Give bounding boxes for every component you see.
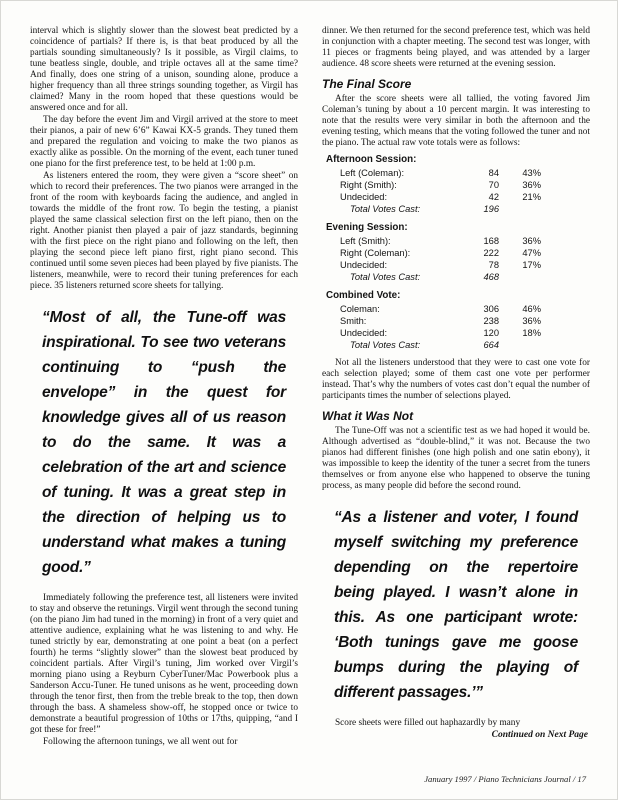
- vote-count: 84: [488, 168, 499, 178]
- body-paragraph: interval which is slightly slower than the slowest beat predicted by a coincidence of partials? If there is, is that beat produced by all the partials sounding simultaneously? Is it possible, as Virgil claims, to tune beatless single, double, and triple octaves all at the same time? And finally, does one string of a unison, sounding alone, produce a higher frequency than all three strings sounding together, as Virgil has claimed? Many in the room hoped that these questions would be answered once and for all.: [30, 26, 298, 113]
- vote-label: Undecided:: [340, 328, 388, 338]
- vote-table-title: Combined Vote:: [326, 290, 401, 301]
- vote-count: 42: [488, 192, 499, 202]
- vote-pct: 46%: [522, 304, 541, 314]
- vote-total-row: [326, 339, 541, 351]
- vote-label: Undecided:: [340, 192, 388, 202]
- body-paragraph: The day before the event Jim and Virgil arrived at the store to meet their pianos, a pair of new 6’6” Kawai KX-5 grands. They tuned them and prepared the regulation and voicing to make the two pianos as exactly alike as possible. On the morning of the event, each tuner tuned one piano for the first preference test, to be held at 1:00 p.m.: [30, 115, 298, 169]
- vote-total-row: [326, 203, 541, 215]
- vote-row: [326, 167, 541, 179]
- pull-quote-inspirational: “Most of all, the Tune-off was inspirational. To see two veterans continuing to “push the envelope” in the quest for knowledge gives all of us reason to do the same. It was a celebration of the art and science of tuning. It was a great step in the direction of helping us to understand what makes a tuning good.”: [42, 309, 286, 576]
- vote-pct: 36%: [522, 236, 541, 246]
- vote-label: Right (Smith):: [340, 180, 397, 190]
- body-paragraph: Not all the listeners understood that they were to cast one vote for each selection played; some of them cast one vote per performer instead. That’s why the numbers of votes cast don’t equal the number of participants times the number of selections played.: [322, 358, 590, 401]
- body-paragraph: The Tune-Off was not a scientific test as we had hoped it would be. Although advertised as “double-blind,” it was not. Because the two pianos had different finishes (one high polish and one satin ebony), it was impossible to keep the identity of the tuner a secret from the tuners themselves or from anyone else who happened to observe the tuning process, as many people did before the second round.: [322, 426, 590, 491]
- vote-label: Right (Coleman):: [340, 248, 411, 258]
- vote-pct: 18%: [522, 328, 541, 338]
- vote-pct: 47%: [522, 248, 541, 258]
- vote-count: 120: [483, 328, 499, 338]
- vote-pct: 36%: [522, 180, 541, 190]
- section-heading-what-it-was-not: What it Was Not: [322, 409, 414, 423]
- vote-row: [326, 303, 541, 315]
- vote-table-title: Afternoon Session:: [326, 154, 417, 165]
- vote-label: Left (Smith):: [340, 236, 391, 246]
- body-paragraph: Immediately following the preference test, all listeners were invited to stay and observe the retunings. Virgil went through the second tuning (on the piano Jim had tuned in the morning) in front of a very quiet and attentive audience, explaining what he was listening to and why. He tuned strictly by ear, demonstrating at one point a beat (on a perfect fourth) he terms “slightly slower” than the slowest beat produced by coincident partials. After Virgil’s tuning, Jim worked over Virgil’s morning piano using a Reyburn CyberTuner/Mac Powerbook plus a Sanderson Accu-Tuner. He tuned unisons as he went, proceeding down through the tenor first, then from the treble break to the top, then down through the bass. A shameless show-off, he stopped once or twice to demonstrate a beautiful progression of 10ths or 17ths, quipping, “and I got these for free!”: [30, 593, 298, 735]
- vote-count: 78: [488, 260, 499, 270]
- body-paragraph: dinner. We then returned for the second preference test, which was held in conjunction with a chapter meeting. The second test was longer, with 11 pieces or fragments being played, and was attended by a larger audience. 48 score sheets were returned at the evening session.: [322, 26, 590, 69]
- section-heading-final-score: The Final Score: [322, 77, 412, 91]
- vote-label: Undecided:: [340, 260, 388, 270]
- vote-total-count: 196: [483, 204, 499, 214]
- vote-table-title: Evening Session:: [326, 222, 408, 233]
- vote-total-label: Total Votes Cast:: [350, 272, 421, 282]
- vote-total-count: 468: [483, 272, 499, 282]
- vote-count: 168: [483, 236, 499, 246]
- vote-table-evening: [326, 222, 541, 283]
- vote-count: 70: [488, 180, 499, 190]
- vote-pct: 21%: [522, 192, 541, 202]
- vote-count: 238: [483, 316, 499, 326]
- body-paragraph: After the score sheets were all tallied, the voting favored Jim Coleman’s tuning by about a 10 percent margin. It was interesting to note that the results were very similar in both the afternoon and the evening testing, which means that the voting followed the tuner and not the piano. The actual raw vote totals were as follows:: [322, 94, 590, 148]
- continued-notice: Continued on Next Page: [491, 730, 588, 740]
- pull-quote-listener: “As a listener and voter, I found myself switching my preference depending on the repertoire being played. I wasn’t alone in this. As one participant wrote: ‘Both tunings gave me goose bumps during the playing of different passages.’”: [334, 509, 578, 701]
- vote-label: Left (Coleman):: [340, 168, 405, 178]
- vote-total-count: 664: [483, 340, 499, 350]
- vote-row: [326, 315, 541, 327]
- body-paragraph: Following the afternoon tunings, we all went out for: [43, 737, 238, 747]
- vote-count: 306: [483, 304, 499, 314]
- vote-pct: 43%: [522, 168, 541, 178]
- left-column: [30, 26, 298, 749]
- vote-total-label: Total Votes Cast:: [350, 204, 421, 214]
- vote-pct: 36%: [522, 316, 541, 326]
- right-column: [322, 26, 590, 749]
- vote-row: [326, 259, 541, 271]
- vote-row: [326, 191, 541, 203]
- vote-count: 222: [483, 248, 499, 258]
- vote-total-label: Total Votes Cast:: [350, 340, 421, 350]
- vote-pct: 17%: [522, 260, 541, 270]
- body-paragraph: Score sheets were filled out haphazardly by many: [335, 718, 521, 728]
- vote-row: [326, 247, 541, 259]
- page-footer: January 1997 / Piano Technicians Journal / 17: [424, 774, 586, 784]
- vote-row: [326, 179, 541, 191]
- body-paragraph: As listeners entered the room, they were given a “score sheet” on which to record their preferences. The two pianos were arranged in the front of the room with keyboards facing the audience, and angled in towards the middle of the front row. To begin the testing, a pianist played the same classical selection first on the left piano, then on the right. Another pianist then played a pair of jazz standards, beginning with the first piece on the right piano and following on the left, then playing the second piece left piano first, right piano second. This continued until some seven pieces had been played by five pianists. The listeners, meanwhile, were to record their tuning preferences for each piece. 35 listeners returned score sheets for tallying.: [30, 171, 298, 291]
- vote-label: Smith:: [340, 316, 367, 326]
- vote-row: [326, 327, 541, 339]
- vote-label: Coleman:: [340, 304, 380, 314]
- vote-total-row: [326, 271, 541, 283]
- vote-row: [326, 235, 541, 247]
- vote-table-combined: [326, 290, 541, 351]
- vote-table-afternoon: [326, 154, 541, 215]
